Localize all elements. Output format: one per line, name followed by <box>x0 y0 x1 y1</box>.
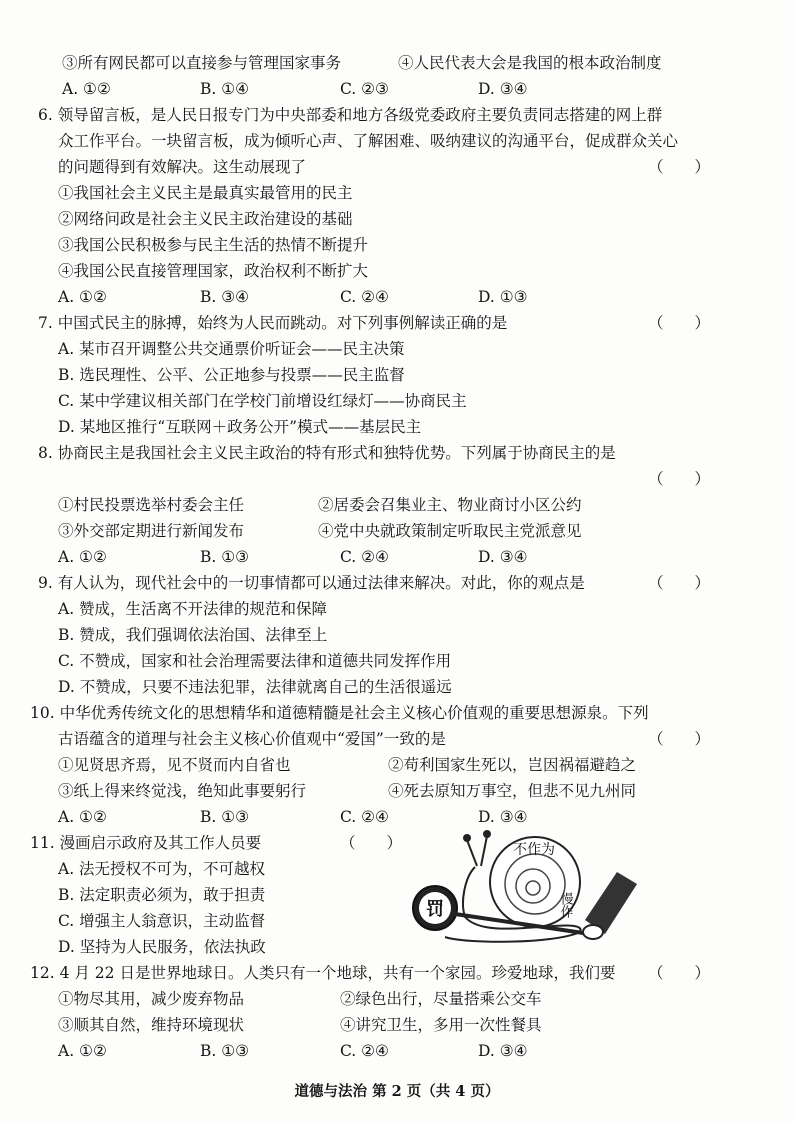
q11-option-c: C. 增强主人翁意识，主动监督 <box>58 912 266 930</box>
q12-choice-a: A. ①② <box>58 1042 107 1060</box>
shell-text: 不作为 <box>513 842 555 858</box>
q8-option-1: ①村民投票选举村委会主任 <box>58 496 245 514</box>
q7-option-d: D. 某地区推行“互联网＋政务公开”模式——基层民主 <box>58 418 422 436</box>
q8-answer-parens: （ ） <box>648 470 711 488</box>
q9-option-d: D. 不赞成，只要不违法犯罪，法律就离自己的生活很遥远 <box>58 678 452 696</box>
q12-option-2: ②绿色出行，尽量搭乘公交车 <box>340 990 542 1008</box>
q12-choice-d: D. ③④ <box>478 1042 528 1060</box>
q6-option-4: ④我国公民直接管理国家，政治权利不断扩大 <box>58 262 369 280</box>
q9-option-b: B. 赞成，我们强调依法治国、法律至上 <box>58 626 328 644</box>
choice-d: D. ③④ <box>478 80 528 98</box>
q6-answer-parens: （ ） <box>648 158 711 176</box>
q7-stem: 7. 中国式民主的脉搏，始终为人民而跳动。对下列事例解读正确的是 <box>38 314 508 332</box>
q12-option-1: ①物尽其用，减少废弃物品 <box>58 990 245 1008</box>
q8-choice-a: A. ①② <box>58 548 107 566</box>
q9-answer-parens: （ ） <box>648 574 711 592</box>
q7-option-c: C. 某中学建议相关部门在学校门前增设红绿灯——协商民主 <box>58 392 467 410</box>
q11-stem: 11. 漫画启示政府及其工作人员要 <box>30 834 262 852</box>
q7-answer-parens: （ ） <box>648 314 711 332</box>
q12-stem: 12. 4 月 22 日是世界地球日。人类只有一个地球，共有一个家园。珍爱地球，我们要 <box>30 964 616 982</box>
q6-option-1: ①我国社会主义民主是最真实最管用的民主 <box>58 184 353 202</box>
q8-stem: 8. 协商民主是我国社会主义民主政治的特有形式和独特优势。下列属于协商民主的是 <box>38 444 616 462</box>
q6-stem-line-1: 6. 领导留言板，是人民日报专门为中央部委和地方各级党委政府主要负责同志搭建的网上群 <box>38 106 663 124</box>
q12-choice-c: C. ②④ <box>340 1042 389 1060</box>
q9-option-c: C. 不赞成，国家和社会治理需要法律和道德共同发挥作用 <box>58 652 452 670</box>
q10-option-1: ①见贤思齐焉，见不贤而内自省也 <box>58 756 291 774</box>
q12-choice-b: B. ①③ <box>200 1042 250 1060</box>
option-3: ③所有网民都可以直接参与管理国家事务 <box>62 54 342 72</box>
q7-option-a: A. 某市召开调整公共交通票价听证会——民主决策 <box>58 340 405 358</box>
q6-choice-b: B. ③④ <box>200 288 250 306</box>
q12-answer-parens: （ ） <box>648 964 711 982</box>
q8-choice-b: B. ①③ <box>200 548 250 566</box>
q7-option-b: B. 选民理性、公平、公正地参与投票——民主监督 <box>58 366 405 384</box>
q6-stem-line-3: 的问题得到有效解决。这生动展现了 <box>58 158 307 176</box>
q10-option-4: ④死去原知万事空，但悲不见九州同 <box>388 782 637 800</box>
shell-side-text: 慢作 <box>557 892 573 918</box>
q8-choice-c: C. ②④ <box>340 548 389 566</box>
q8-option-4: ④党中央就政策制定听取民主党派意见 <box>318 522 582 540</box>
q11-option-a: A. 法无授权不可为，不可越权 <box>58 860 266 878</box>
choice-a: A. ①② <box>62 80 111 98</box>
q8-option-3: ③外交部定期进行新闻发布 <box>58 522 245 540</box>
q9-option-a: A. 赞成，生活离不开法律的规范和保障 <box>58 600 328 618</box>
q6-stem-line-2: 众工作平台。一块留言板，成为倾听心声、了解困难、吸纳建议的沟通平台，促成群众关心 <box>58 132 679 150</box>
q6-choice-d: D. ①③ <box>478 288 528 306</box>
q10-option-2: ②苟利国家生死以，岂因祸福避趋之 <box>388 756 637 774</box>
q6-option-2: ②网络问政是社会主义民主政治建设的基础 <box>58 210 353 228</box>
q6-choice-c: C. ②④ <box>340 288 389 306</box>
q11-option-b: B. 法定职责必须为，敢于担责 <box>58 886 266 904</box>
q10-stem-line-2: 古语蕴含的道理与社会主义核心价值观中“爱国”一致的是 <box>58 730 446 748</box>
q11-option-d: D. 坚持为人民服务，依法执政 <box>58 938 266 956</box>
q10-choice-d: D. ③④ <box>478 808 528 826</box>
q10-answer-parens: （ ） <box>648 730 711 748</box>
q6-choice-a: A. ①② <box>58 288 107 306</box>
q8-choice-d: D. ③④ <box>478 548 528 566</box>
q8-option-2: ②居委会召集业主、物业商讨小区公约 <box>318 496 582 514</box>
q10-choice-a: A. ①② <box>58 808 107 826</box>
q12-option-3: ③顺其自然，维持环境现状 <box>58 1016 245 1034</box>
q10-choice-b: B. ①③ <box>200 808 250 826</box>
snail-cartoon <box>405 822 645 950</box>
page-footer: 道德与法治 第 2 页（共 4 页） <box>294 1083 500 1100</box>
q10-stem-line-1: 10. 中华优秀传统文化的思想精华和道德精髓是社会主义核心价值观的重要思想源泉。下列 <box>30 704 649 722</box>
q6-option-3: ③我国公民积极参与民主生活的热情不断提升 <box>58 236 369 254</box>
q9-stem: 9. 有人认为，现代社会中的一切事情都可以通过法律来解决。对此，你的观点是 <box>38 574 585 592</box>
q10-choice-c: C. ②④ <box>340 808 389 826</box>
option-4: ④人民代表大会是我国的根本政治制度 <box>398 54 662 72</box>
q10-option-3: ③纸上得来终觉浅，绝知此事要躬行 <box>58 782 307 800</box>
q12-option-4: ④讲究卫生，多用一次性餐具 <box>340 1016 542 1034</box>
choice-c: C. ②③ <box>340 80 389 98</box>
choice-b: B. ①④ <box>200 80 250 98</box>
magnifier-text: 罚 <box>426 899 444 920</box>
q11-answer-parens: （ ） <box>340 834 403 852</box>
